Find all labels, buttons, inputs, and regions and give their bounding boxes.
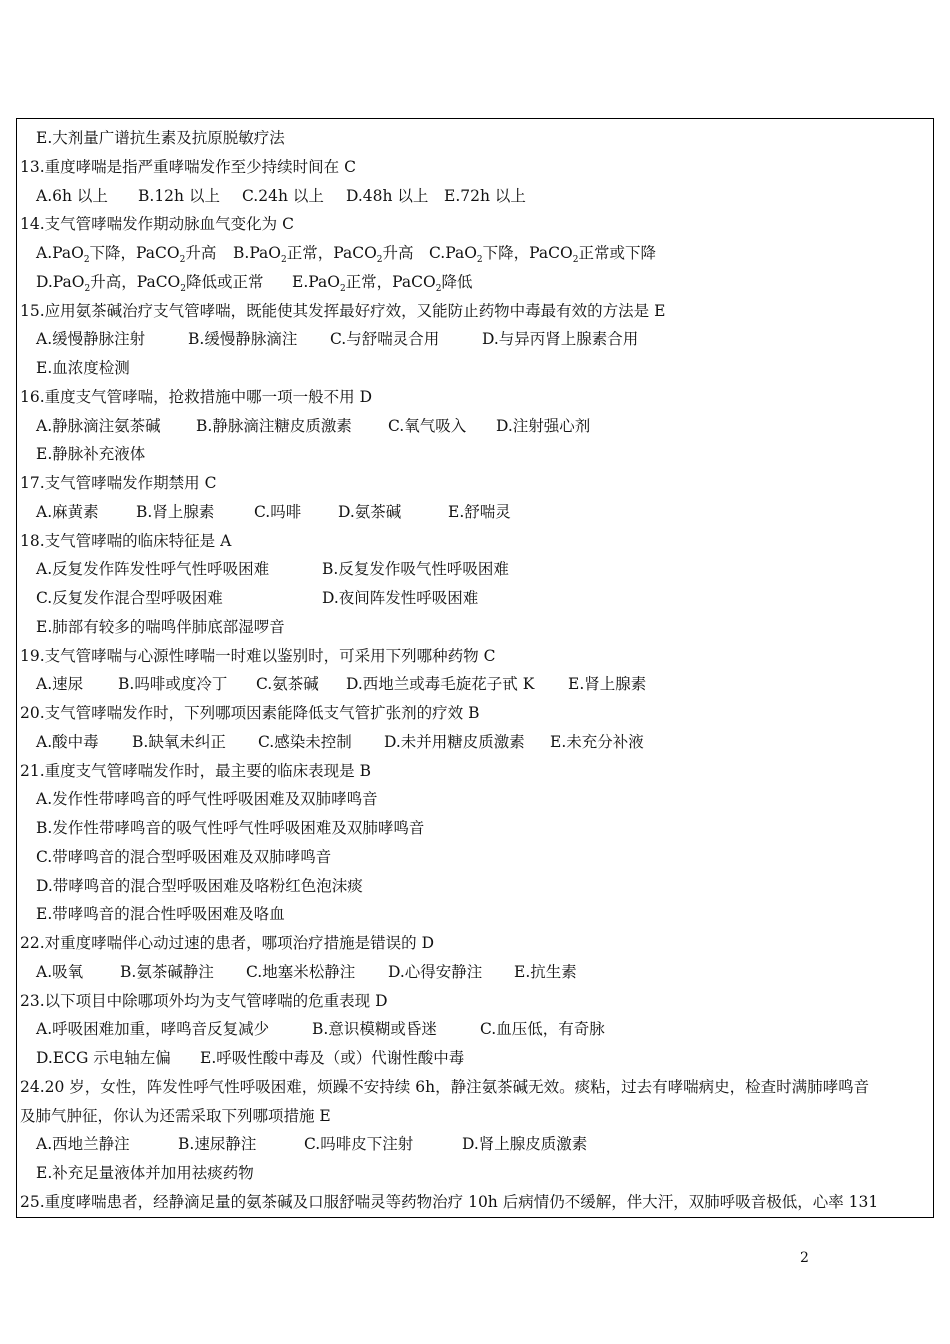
- question-text: 及肺气肿征，你认为还需采取下列哪项措施 E: [20, 1106, 331, 1125]
- question-text: 15.应用氨茶碱治疗支气管哮喘，既能使其发挥最好疗效，又能防止药物中毒最有效的方法是 E: [20, 301, 666, 320]
- option-text: C.地塞米松静注: [246, 962, 356, 981]
- option-text: A.呼吸困难加重，哮鸣音反复减少: [36, 1020, 270, 1039]
- question-line: [20, 757, 930, 786]
- option-line: [20, 354, 930, 383]
- option-text: D.注射强心剂: [496, 416, 591, 435]
- question-text: 16.重度支气管哮喘，抢救措施中哪一项一般不用 D: [20, 387, 373, 406]
- question-line: [20, 153, 930, 182]
- option-text: E.抗生素: [514, 962, 577, 981]
- option-text: B.吗啡或度冷丁: [118, 675, 228, 694]
- option-line: [20, 843, 930, 872]
- option-text: A.麻黄素: [36, 502, 99, 521]
- option-text: E.未充分补液: [550, 732, 644, 751]
- option-text: E.大剂量广谱抗生素及抗原脱敏疗法: [36, 129, 285, 147]
- question-line: [20, 1073, 930, 1102]
- question-line: [20, 699, 930, 728]
- question-line: [20, 1102, 930, 1131]
- option-text: A.发作性带哮鸣音的呼气性呼吸困难及双肺哮鸣音: [36, 790, 378, 809]
- option-text: B.缺氧未纠正: [132, 732, 226, 751]
- option-text: A.速尿: [36, 675, 84, 694]
- option-line: [20, 239, 930, 268]
- option-text: E.肺部有较多的喘鸣伴肺底部湿啰音: [36, 617, 285, 636]
- option-text: E.肾上腺素: [568, 675, 647, 694]
- option-line: [20, 785, 930, 814]
- option-line: [20, 1015, 930, 1044]
- option-text: D.氨茶碱: [338, 502, 402, 521]
- option-text: D.心得安静注: [388, 962, 483, 981]
- option-line: [20, 412, 930, 441]
- option-text: B.肾上腺素: [136, 502, 215, 521]
- option-text: E.72h 以上: [444, 186, 526, 205]
- option-line: [20, 1159, 930, 1188]
- question-line: [20, 987, 930, 1016]
- option-line: [20, 555, 930, 584]
- question-text: 14.支气管哮喘发作期动脉血气变化为 C: [20, 215, 294, 234]
- option-line: [20, 900, 930, 929]
- option-text: B.静脉滴注糖皮质激素: [196, 416, 352, 435]
- option-text: D.与异丙肾上腺素合用: [482, 330, 639, 349]
- option-line: [20, 498, 930, 527]
- question-line: [20, 1188, 930, 1217]
- option-text: D.未并用糖皮质激素: [384, 732, 525, 751]
- question-text: 17.支气管哮喘发作期禁用 C: [20, 474, 217, 492]
- option-text: C.PaO$_2$下降，PaCO$_2$正常或下降: [429, 244, 656, 265]
- option-text: D.ECG 示电轴左偏: [36, 1049, 171, 1067]
- option-text: C.血压低，有奇脉: [480, 1020, 605, 1039]
- question-line: [20, 383, 930, 412]
- question-line: [20, 929, 930, 958]
- option-text: B.速尿静注: [178, 1135, 257, 1154]
- option-text: C.氧气吸入: [388, 416, 467, 435]
- option-line: [20, 325, 930, 354]
- option-text: E.血浓度检测: [36, 359, 130, 377]
- option-text: B.12h 以上: [138, 186, 220, 205]
- option-text: C.与舒喘灵合用: [330, 330, 440, 349]
- question-line: [20, 297, 930, 326]
- option-text: D.肾上腺皮质激素: [462, 1135, 588, 1154]
- option-text: D.夜间阵发性呼吸困难: [322, 589, 479, 607]
- question-line: [20, 642, 930, 671]
- option-text: A.西地兰静注: [36, 1135, 130, 1154]
- option-line: [20, 584, 930, 613]
- page-number: 2: [800, 1250, 809, 1266]
- option-text: E.PaO$_2$正常，PaCO$_2$降低: [292, 272, 473, 294]
- option-text: E.补充足量液体并加用祛痰药物: [36, 1164, 254, 1182]
- option-text: C.反复发作混合型呼吸困难: [36, 589, 223, 607]
- option-text: A.PaO$_2$下降，PaCO$_2$升高: [36, 244, 217, 265]
- option-line: [20, 440, 930, 469]
- option-text: B.PaO$_2$正常，PaCO$_2$升高: [233, 244, 414, 265]
- option-text: A.静脉滴注氨茶碱: [36, 416, 161, 435]
- option-text: C.吗啡: [254, 502, 302, 521]
- question-line: [20, 469, 930, 498]
- option-text: C.24h 以上: [242, 186, 324, 205]
- option-text: D.PaO$_2$升高，PaCO$_2$降低或正常: [36, 272, 264, 294]
- question-list: [20, 124, 930, 1217]
- option-text: C.带哮鸣音的混合型呼吸困难及双肺哮鸣音: [36, 847, 332, 866]
- option-line: [20, 958, 930, 987]
- option-line: [20, 268, 930, 297]
- option-text: C.吗啡皮下注射: [304, 1135, 414, 1154]
- option-text: A.酸中毒: [36, 732, 99, 751]
- option-line: [20, 814, 930, 843]
- option-text: E.呼吸性酸中毒及（或）代谢性酸中毒: [200, 1049, 465, 1067]
- question-text: 18.支气管哮喘的临床特征是 A: [20, 531, 232, 550]
- option-text: B.氨茶碱静注: [120, 962, 214, 981]
- option-text: B.发作性带哮鸣音的吸气性呼气性呼吸困难及双肺哮鸣音: [36, 819, 425, 837]
- question-text: 19.支气管哮喘与心源性哮喘一时难以鉴别时，可采用下列哪种药物 C: [20, 646, 496, 665]
- question-text: 20.支气管哮喘发作时，下列哪项因素能降低支气管扩张剂的疗效 B: [20, 704, 480, 722]
- option-line: [20, 670, 930, 699]
- option-line: [20, 1130, 930, 1159]
- option-line: [20, 613, 930, 642]
- option-text: B.缓慢静脉滴注: [188, 330, 298, 349]
- question-line: [20, 210, 930, 239]
- question-text: 13.重度哮喘是指严重哮喘发作至少持续时间在 C: [20, 157, 356, 176]
- option-text: B.意识模糊或昏迷: [312, 1020, 437, 1039]
- option-text: E.静脉补充液体: [36, 445, 146, 464]
- option-text: A.6h 以上: [36, 186, 108, 205]
- option-text: D.西地兰或毒毛旋花子甙 K: [346, 675, 535, 694]
- option-text: D.带哮鸣音的混合型呼吸困难及咯粉红色泡沫痰: [36, 876, 363, 895]
- option-line: [20, 728, 930, 757]
- option-line: [20, 124, 930, 153]
- option-text: A.吸氧: [36, 962, 84, 981]
- question-table-frame: [16, 118, 934, 1218]
- option-text: C.感染未控制: [258, 732, 352, 751]
- option-line: [20, 182, 930, 211]
- option-text: B.反复发作吸气性呼吸困难: [322, 560, 509, 579]
- question-text: 22.对重度哮喘伴心动过速的患者，哪项治疗措施是错误的 D: [20, 934, 435, 952]
- option-text: A.反复发作阵发性呼气性呼吸困难: [36, 560, 270, 579]
- question-text: 21.重度支气管哮喘发作时，最主要的临床表现是 B: [20, 761, 371, 780]
- option-line: [20, 872, 930, 901]
- option-text: A.缓慢静脉注射: [36, 330, 146, 349]
- question-text: 24.20 岁，女性，阵发性呼气性呼吸困难，烦躁不安持续 6h，静注氨茶碱无效。痰粘，过去有哮喘病史，检查时满肺哮鸣音: [20, 1077, 870, 1096]
- option-line: [20, 1044, 930, 1073]
- option-text: E.带哮鸣音的混合性呼吸困难及咯血: [36, 905, 285, 924]
- question-text: 23.以下项目中除哪项外均为支气管哮喘的危重表现 D: [20, 991, 388, 1010]
- option-text: D.48h 以上: [346, 186, 429, 205]
- option-text: C.氨茶碱: [256, 675, 319, 694]
- question-text: 25.重度哮喘患者，经静滴足量的氨茶碱及口服舒喘灵等药物治疗 10h 后病情仍不缓解，伴大汗，双肺呼吸音极低，心率 131: [20, 1192, 879, 1211]
- option-text: E.舒喘灵: [448, 502, 511, 521]
- question-line: [20, 527, 930, 556]
